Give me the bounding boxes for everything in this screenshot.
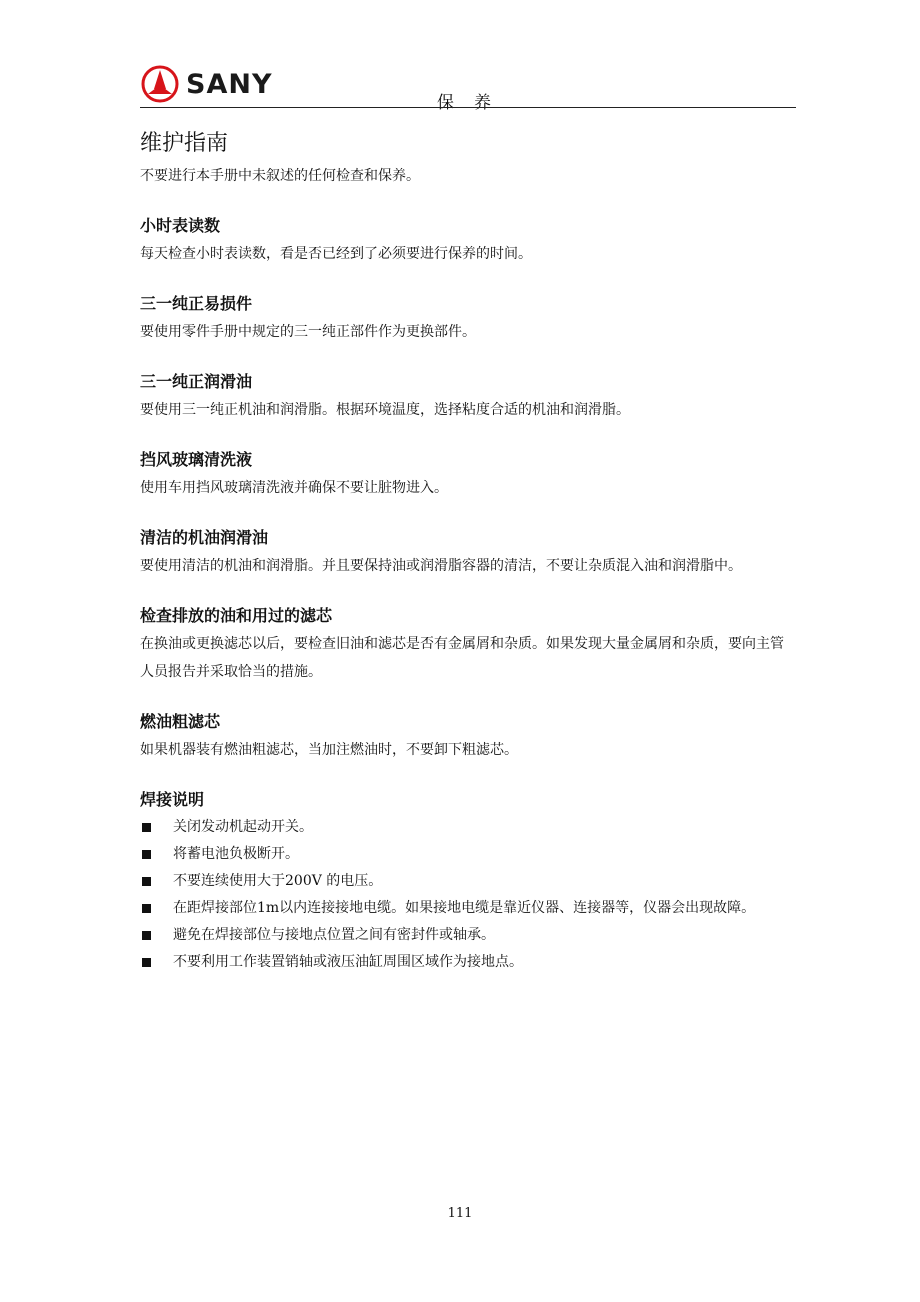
- list-item: [140, 814, 795, 841]
- section-clean-oil: [140, 524, 795, 580]
- section-check-drained-oil: [140, 602, 795, 686]
- list-item: [140, 868, 795, 895]
- section-washer-fluid: [140, 446, 795, 502]
- list-item: [140, 949, 795, 976]
- section-hour-meter: [140, 212, 795, 268]
- page-number: 111: [447, 1206, 473, 1221]
- section-heading: 焊接说明: [140, 790, 205, 809]
- list-item-text: 在距焊接部位1m以内连接接地电缆。如果接地电缆是靠近仪器、连接器等，仪器会出现故障。: [173, 900, 756, 916]
- sany-emblem-icon: [140, 64, 180, 104]
- list-item: [140, 922, 795, 949]
- list-item-text: 避免在焊接部位与接地点位置之间有密封件或轴承。: [173, 927, 495, 943]
- section-body: 使用车用挡风玻璃清洗液并确保不要让脏物进入。: [140, 480, 448, 496]
- square-bullet-icon: [142, 958, 151, 967]
- section-body: 如果机器装有燃油粗滤芯，当加注燃油时，不要卸下粗滤芯。: [140, 742, 518, 758]
- section-fuel-strainer: [140, 708, 795, 764]
- section-body: 要使用清洁的机油和润滑脂。并且要保持油或润滑脂容器的清洁，不要让杂质混入油和润滑脂中。: [140, 558, 742, 574]
- square-bullet-icon: [142, 850, 151, 859]
- square-bullet-icon: [142, 823, 151, 832]
- square-bullet-icon: [142, 904, 151, 913]
- square-bullet-icon: [142, 877, 151, 886]
- sany-logo: [140, 62, 273, 106]
- section-heading: 小时表读数: [140, 216, 221, 235]
- page-title: 维护指南: [140, 131, 229, 156]
- logo-text: SANY: [186, 68, 273, 100]
- section-body: 要使用三一纯正机油和润滑脂。根据环境温度，选择粘度合适的机油和润滑脂。: [140, 402, 630, 418]
- list-item-text: 将蓄电池负极断开。: [173, 846, 299, 862]
- list-item: [140, 895, 795, 922]
- section-welding: [140, 786, 795, 976]
- square-bullet-icon: [142, 931, 151, 940]
- section-heading: 挡风玻璃清洗液: [140, 450, 253, 469]
- section-body: 要使用零件手册中规定的三一纯正部件作为更换部件。: [140, 324, 476, 340]
- intro-text: 不要进行本手册中未叙述的任何检查和保养。: [140, 168, 420, 184]
- list-item-text: 不要连续使用大于200V 的电压。: [173, 873, 383, 889]
- section-body: 每天检查小时表读数，看是否已经到了必须要进行保养的时间。: [140, 246, 532, 262]
- section-heading: 三一纯正润滑油: [140, 372, 253, 391]
- header-divider: [140, 107, 796, 108]
- section-heading: 检查排放的油和用过的滤芯: [140, 606, 333, 625]
- welding-list: [140, 814, 795, 976]
- list-item-text: 不要利用工作装置销轴或液压油缸周围区域作为接地点。: [173, 954, 523, 970]
- section-genuine-lubricants: [140, 368, 795, 424]
- section-heading: 三一纯正易损件: [140, 294, 253, 313]
- list-item: [140, 841, 795, 868]
- page-header: [140, 62, 796, 113]
- header-title: 保养: [437, 93, 511, 113]
- section-heading: 燃油粗滤芯: [140, 712, 221, 731]
- section-heading: 清洁的机油润滑油: [140, 528, 269, 547]
- main-content: [140, 126, 795, 976]
- section-genuine-parts: [140, 290, 795, 346]
- section-body: 在换油或更换滤芯以后，要检查旧油和滤芯是否有金属屑和杂质。如果发现大量金属屑和杂质，要向主管人员报告并采取恰当的措施。: [140, 636, 784, 680]
- list-item-text: 关闭发动机起动开关。: [173, 819, 313, 835]
